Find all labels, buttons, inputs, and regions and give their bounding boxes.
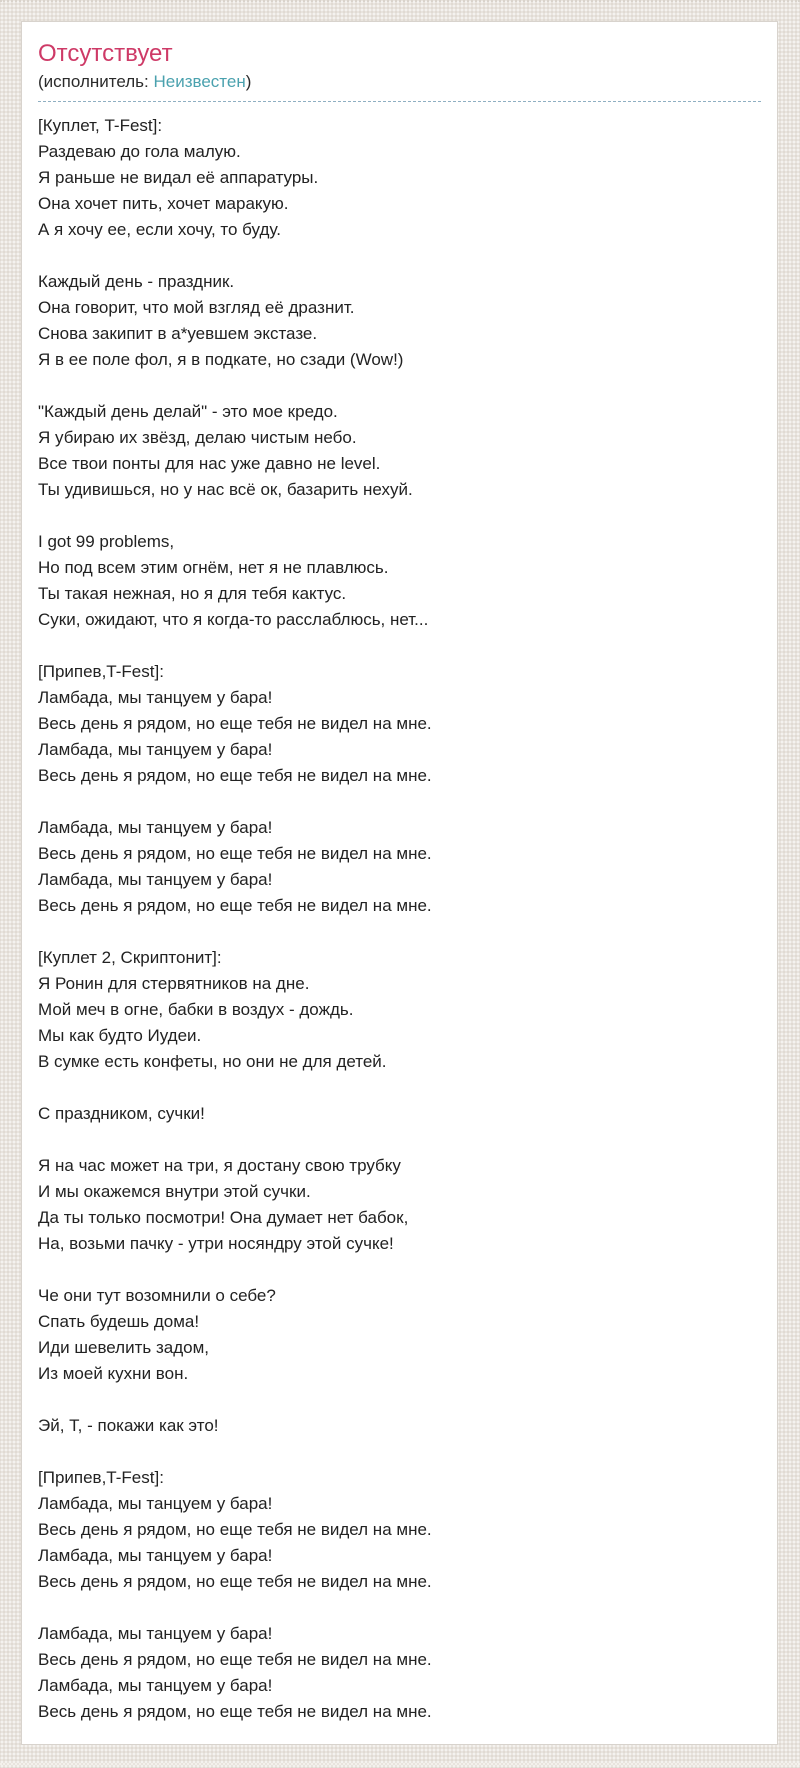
lyric-line: Все твои понты для нас уже давно не level.	[38, 453, 381, 473]
lyric-line: И мы окажемся внутри этой сучки.	[38, 1181, 311, 1201]
lyric-line: Весь день я рядом, но еще тебя не видел на мне.	[38, 1701, 432, 1721]
lyric-line: В сумке есть конфеты, но они не для детей.	[38, 1051, 387, 1071]
artist-label-prefix: (исполнитель:	[38, 71, 154, 91]
lyric-line: Весь день я рядом, но еще тебя не видел на мне.	[38, 1649, 432, 1669]
artist-label-suffix: )	[245, 71, 252, 91]
lyric-line: Суки, ожидают, что я когда-то расслаблюсь, нет...	[38, 609, 429, 629]
lyric-line: Иди шевелить задом,	[38, 1337, 209, 1357]
stanza	[38, 945, 761, 1075]
lyric-line: Я на час может на три, я достану свою трубку	[38, 1155, 401, 1175]
lyric-line: Ты удивишься, но у нас всё ок, базарить нехуй.	[38, 479, 413, 499]
lyric-line: Ламбада, мы танцуем у бара!	[38, 817, 273, 837]
lyric-line: Весь день я рядом, но еще тебя не видел на мне.	[38, 765, 432, 785]
stanza	[38, 815, 761, 919]
lyric-line: Ламбада, мы танцуем у бара!	[38, 869, 273, 889]
lyric-line: Ламбада, мы танцуем у бара!	[38, 1545, 273, 1565]
lyric-line: Ламбада, мы танцуем у бара!	[38, 1675, 273, 1695]
lyric-line: Мы как будто Иудеи.	[38, 1025, 202, 1045]
lyric-line: На, возьми пачку - утри носяндру этой сучке!	[38, 1233, 394, 1253]
lyric-line: [Припев,T-Fest]:	[38, 661, 164, 681]
stanza	[38, 659, 761, 789]
lyrics-card-content	[22, 22, 777, 1725]
lyric-line: Эй, Т, - покажи как это!	[38, 1415, 219, 1435]
lyrics-card	[21, 21, 778, 1745]
stanza	[38, 1153, 761, 1257]
lyric-line: [Куплет, T-Fest]:	[38, 115, 163, 135]
lyrics-text	[38, 113, 761, 1725]
lyric-line: [Куплет 2, Скриптонит]:	[38, 947, 222, 967]
lyric-line: [Припев,T-Fest]:	[38, 1467, 164, 1487]
background-texture-line-bottom	[0, 1763, 800, 1765]
lyric-line: Весь день я рядом, но еще тебя не видел на мне.	[38, 843, 432, 863]
lyric-line: Мой меч в огне, бабки в воздух - дождь.	[38, 999, 354, 1019]
stanza	[38, 529, 761, 633]
stanza	[38, 1465, 761, 1595]
lyric-line: Ламбада, мы танцуем у бара!	[38, 687, 273, 707]
lyric-line: Да ты только посмотри! Она думает нет бабок,	[38, 1207, 409, 1227]
stanza	[38, 113, 761, 243]
lyric-line: Снова закипит в а*уевшем экстазе.	[38, 323, 318, 343]
lyric-line: Я в ее поле фол, я в подкате, но сзади (Wow!)	[38, 349, 404, 369]
stanza	[38, 1101, 761, 1127]
lyric-line: Весь день я рядом, но еще тебя не видел на мне.	[38, 895, 432, 915]
lyric-line: С праздником, сучки!	[38, 1103, 205, 1123]
lyric-line: Ламбада, мы танцуем у бара!	[38, 1493, 273, 1513]
lyric-line: Ты такая нежная, но я для тебя кактус.	[38, 583, 347, 603]
lyric-line: Весь день я рядом, но еще тебя не видел на мне.	[38, 713, 432, 733]
lyric-line: Ламбада, мы танцуем у бара!	[38, 1623, 273, 1643]
lyric-line: Весь день я рядом, но еще тебя не видел на мне.	[38, 1519, 432, 1539]
lyric-line: Весь день я рядом, но еще тебя не видел на мне.	[38, 1571, 432, 1591]
lyric-line: А я хочу ее, если хочу, то буду.	[38, 219, 281, 239]
stanza	[38, 399, 761, 503]
lyric-line: Ламбада, мы танцуем у бара!	[38, 739, 273, 759]
artist-link[interactable]: Неизвестен	[153, 71, 246, 91]
lyric-line: Но под всем этим огнём, нет я не плавлюсь.	[38, 557, 389, 577]
lyric-line: Че они тут возомнили о себе?	[38, 1285, 276, 1305]
stanza	[38, 1413, 761, 1439]
stanza	[38, 1283, 761, 1387]
lyric-line: Я Ронин для стервятников на дне.	[38, 973, 310, 993]
artist-line	[38, 72, 761, 102]
lyric-line: Я раньше не видал её аппаратуры.	[38, 167, 319, 187]
lyric-line: Она говорит, что мой взгляд её дразнит.	[38, 297, 355, 317]
lyric-line: Из моей кухни вон.	[38, 1363, 189, 1383]
lyric-line: "Каждый день делай" - это мое кредо.	[38, 401, 338, 421]
stanza	[38, 269, 761, 373]
lyric-line: Каждый день - праздник.	[38, 271, 235, 291]
lyric-line: Я убираю их звёзд, делаю чистым небо.	[38, 427, 357, 447]
background-texture-line-top	[0, 0, 800, 2]
lyric-line: Спать будешь дома!	[38, 1311, 200, 1331]
lyric-line: I got 99 problems,	[38, 531, 175, 551]
song-title: Отсутствует	[38, 40, 173, 67]
lyric-line: Раздеваю до гола малую.	[38, 141, 241, 161]
stanza	[38, 1621, 761, 1725]
lyric-line: Она хочет пить, хочет маракую.	[38, 193, 289, 213]
